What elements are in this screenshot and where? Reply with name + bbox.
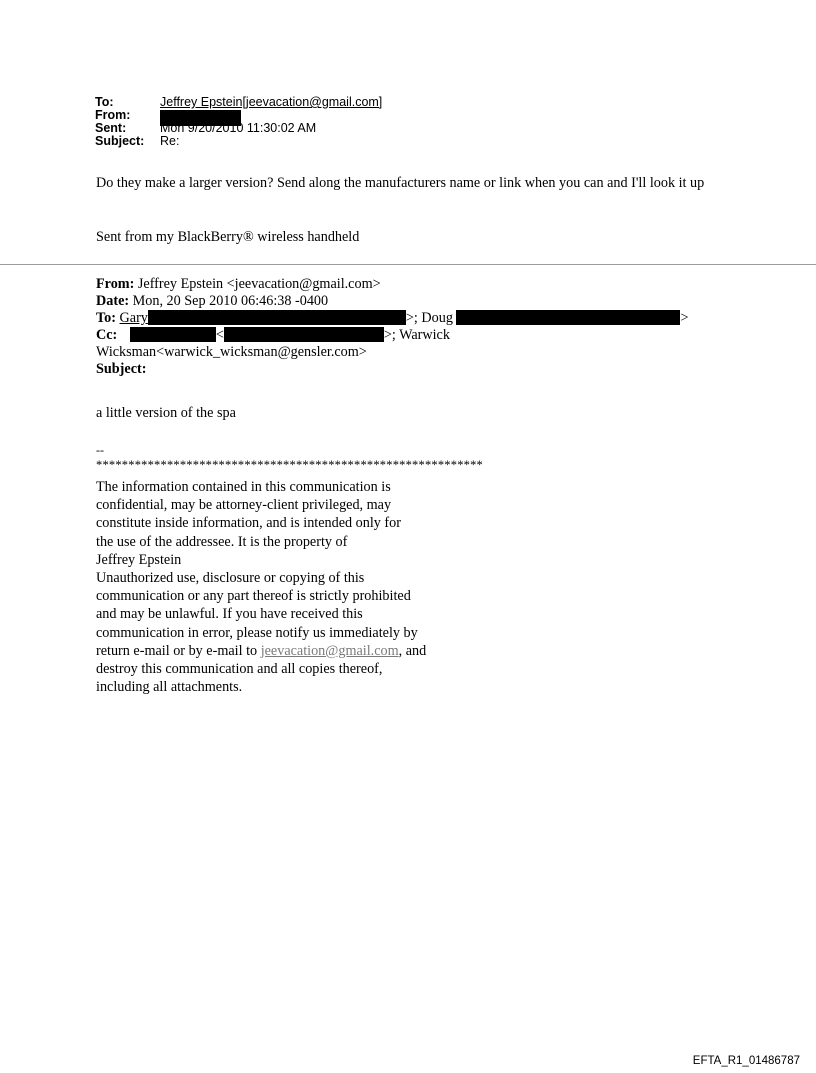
quoted-subject-row xyxy=(96,361,736,378)
redaction-box xyxy=(148,310,406,325)
disclaimer-email-line xyxy=(96,642,516,660)
quoted-to-row xyxy=(96,310,736,327)
quoted-cc-line2: Wicksman<warwick_wicksman@gensler.com> xyxy=(96,344,367,360)
disclaimer-line: destroy this communication and all copies thereof, xyxy=(96,661,383,678)
quoted-cc-lt: < xyxy=(215,327,224,343)
disclaimer-line: Jeffrey Epstein xyxy=(96,551,182,568)
quoted-cc-row-2 xyxy=(96,344,736,361)
subject-label: Subject: xyxy=(95,134,145,148)
confidentiality-disclaimer xyxy=(96,478,516,696)
disclaimer-line: including all attachments. xyxy=(96,679,243,696)
quoted-date-label: Date: xyxy=(96,293,130,309)
quoted-date-row xyxy=(96,293,736,310)
quoted-to-mid: >; Doug xyxy=(405,310,453,326)
to-value[interactable]: Jeffrey Epstein[jeevacation@gmail.com] xyxy=(160,95,383,109)
quoted-subject-label: Subject: xyxy=(96,361,147,377)
quoted-from-label: From: xyxy=(96,276,135,292)
disclaimer-email-prefix: return e-mail or by e-mail to xyxy=(96,642,261,659)
redaction-box xyxy=(130,327,216,342)
quoted-body: a little version of the spa xyxy=(96,405,236,421)
disclaimer-line: The information contained in this communication is xyxy=(96,479,391,495)
quoted-cc-row xyxy=(96,327,736,344)
quoted-header xyxy=(96,276,736,378)
sent-value: Mon 9/20/2010 11:30:02 AM xyxy=(160,121,317,135)
subject-value: Re: xyxy=(160,134,180,148)
redaction-box xyxy=(456,310,680,325)
redaction-box xyxy=(224,327,384,342)
quoted-to-first: Gary xyxy=(119,310,148,326)
reply-body: Do they make a larger version? Send along the manufacturers name or link when you can and I'll look it up xyxy=(96,175,705,191)
quoted-from-value: Jeffrey Epstein <jeevacation@gmail.com> xyxy=(137,276,381,292)
message-divider xyxy=(0,264,816,265)
sent-label: Sent: xyxy=(95,121,127,135)
disclaimer-line: the use of the addressee. It is the property of xyxy=(96,533,348,550)
email-link[interactable]: jeevacation@gmail.com xyxy=(260,642,399,659)
disclaimer-line: Unauthorized use, disclosure or copying of this xyxy=(96,570,365,587)
quoted-cc-end: >; Warwick xyxy=(383,327,450,343)
quoted-cc-label: Cc: xyxy=(96,327,118,343)
signature-dashes: -- xyxy=(96,443,104,457)
quoted-to-end: > xyxy=(680,310,689,326)
quoted-from-row xyxy=(96,276,736,293)
disclaimer-email-suffix: , and xyxy=(398,642,427,659)
disclaimer-line: confidential, may be attorney-client privileged, may xyxy=(96,497,392,514)
disclaimer-line: constitute inside information, and is intended only for xyxy=(96,515,401,532)
disclaimer-line: communication or any part thereof is strictly prohibited xyxy=(96,588,411,605)
document-id: EFTA_R1_01486787 xyxy=(692,1055,800,1067)
quoted-to-label: To: xyxy=(96,310,116,326)
mobile-signature: Sent from my BlackBerry® wireless handheld xyxy=(96,229,360,245)
disclaimer-line: and may be unlawful. If you have received this xyxy=(96,606,363,623)
to-label: To: xyxy=(95,95,114,109)
from-label: From: xyxy=(95,108,131,122)
disclaimer-line: communication in error, please notify us immediately by xyxy=(96,624,418,641)
quoted-date-value: Mon, 20 Sep 2010 06:46:38 -0400 xyxy=(132,293,329,309)
asterisk-separator: ************************************************************ xyxy=(96,458,483,472)
